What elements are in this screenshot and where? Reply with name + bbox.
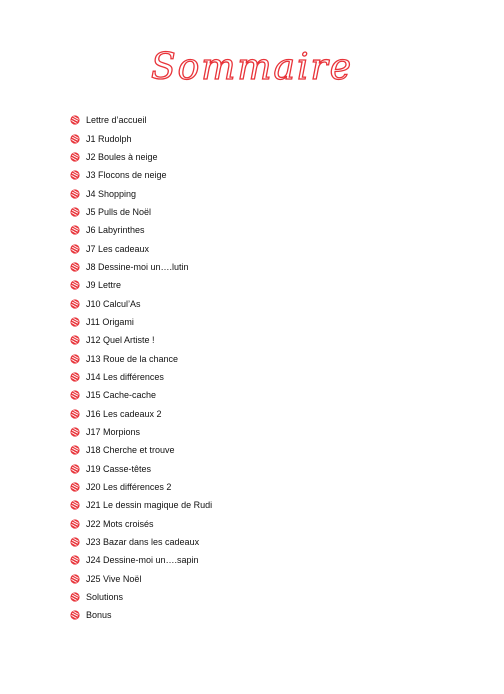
candy-bullet-icon <box>70 189 80 199</box>
toc-item-label: J6 Labyrinthes <box>86 225 145 236</box>
candy-bullet-icon <box>70 115 80 125</box>
toc-item[interactable] <box>70 386 212 404</box>
toc-item-label: J24 Dessine-moi un….sapin <box>86 555 199 566</box>
toc-item[interactable] <box>70 203 212 221</box>
candy-bullet-icon <box>70 244 80 254</box>
toc-item[interactable] <box>70 515 212 533</box>
toc-item-label: J21 Le dessin magique de Rudi <box>86 500 213 511</box>
candy-bullet-icon <box>70 537 80 547</box>
toc-item-label: J18 Cherche et trouve <box>86 445 175 456</box>
toc-item-label: J20 Les différences 2 <box>86 482 172 493</box>
toc-item-label: J12 Quel Artiste ! <box>86 335 155 346</box>
candy-bullet-icon <box>70 464 80 474</box>
page-title: Sommaire <box>150 47 354 88</box>
toc-item[interactable] <box>70 405 212 423</box>
toc-item[interactable] <box>70 221 212 239</box>
candy-bullet-icon <box>70 610 80 620</box>
candy-bullet-icon <box>70 152 80 162</box>
candy-bullet-icon <box>70 390 80 400</box>
candy-bullet-icon <box>70 299 80 309</box>
toc-item-label: J9 Lettre <box>86 280 122 291</box>
candy-bullet-icon <box>70 427 80 437</box>
toc-item-label: Solutions <box>86 592 124 603</box>
toc-item-label: J23 Bazar dans les cadeaux <box>86 537 200 548</box>
candy-bullet-icon <box>70 500 80 510</box>
toc-item[interactable] <box>70 331 212 349</box>
toc-item[interactable] <box>70 276 212 294</box>
toc-item-label: J4 Shopping <box>86 188 137 199</box>
toc-item[interactable] <box>70 496 212 514</box>
toc-item[interactable] <box>70 129 212 147</box>
candy-bullet-icon <box>70 409 80 419</box>
toc-item[interactable] <box>70 570 212 588</box>
toc-item-label: J16 Les cadeaux 2 <box>86 408 162 419</box>
toc-item[interactable] <box>70 111 212 129</box>
toc-item[interactable] <box>70 478 212 496</box>
toc-item[interactable] <box>70 349 212 367</box>
toc-item-label: J8 Dessine-moi un….lutin <box>86 261 189 272</box>
toc-item[interactable] <box>70 184 212 202</box>
toc-item[interactable] <box>70 533 212 551</box>
toc-item-label: J13 Roue de la chance <box>86 353 179 364</box>
toc-item-label: J15 Cache-cache <box>86 390 157 401</box>
toc-item[interactable] <box>70 368 212 386</box>
toc-item[interactable] <box>70 588 212 606</box>
candy-bullet-icon <box>70 574 80 584</box>
toc-item[interactable] <box>70 166 212 184</box>
toc-item-label: J10 Calcul’As <box>86 298 141 309</box>
candy-bullet-icon <box>70 445 80 455</box>
toc-item-label: J11 Origami <box>86 316 134 327</box>
toc-item[interactable] <box>70 423 212 441</box>
toc-item-label: J1 Rudolph <box>86 133 132 144</box>
toc-item-label: J17 Morpions <box>86 427 141 438</box>
candy-bullet-icon <box>70 555 80 565</box>
toc-item-label: J25 Vive Noël <box>86 573 142 584</box>
toc-item[interactable] <box>70 148 212 166</box>
toc-item-label: J22 Mots croisés <box>86 518 154 529</box>
candy-bullet-icon <box>70 225 80 235</box>
candy-bullet-icon <box>70 134 80 144</box>
candy-bullet-icon <box>70 592 80 602</box>
toc-item[interactable] <box>70 460 212 478</box>
candy-bullet-icon <box>70 170 80 180</box>
toc-item-label: Lettre d’accueil <box>86 115 147 126</box>
candy-bullet-icon <box>70 280 80 290</box>
toc-item[interactable] <box>70 606 212 624</box>
toc-item[interactable] <box>70 239 212 257</box>
candy-bullet-icon <box>70 262 80 272</box>
toc-item[interactable] <box>70 258 212 276</box>
toc-item[interactable] <box>70 551 212 569</box>
candy-bullet-icon <box>70 317 80 327</box>
toc-item-label: Bonus <box>86 610 112 621</box>
table-of-contents <box>70 111 212 625</box>
candy-bullet-icon <box>70 372 80 382</box>
candy-bullet-icon <box>70 354 80 364</box>
toc-item-label: J7 Les cadeaux <box>86 243 150 254</box>
candy-bullet-icon <box>70 519 80 529</box>
toc-item-label: J19 Casse-têtes <box>86 463 152 474</box>
toc-item-label: J5 Pulls de Noël <box>86 206 152 217</box>
toc-item[interactable] <box>70 294 212 312</box>
toc-item-label: J3 Flocons de neige <box>86 170 167 181</box>
toc-item-label: J14 Les différences <box>86 371 164 382</box>
candy-bullet-icon <box>70 207 80 217</box>
candy-bullet-icon <box>70 482 80 492</box>
toc-item-label: J2 Boules à neige <box>86 151 158 162</box>
candy-bullet-icon <box>70 335 80 345</box>
toc-item[interactable] <box>70 313 212 331</box>
toc-item[interactable] <box>70 441 212 459</box>
